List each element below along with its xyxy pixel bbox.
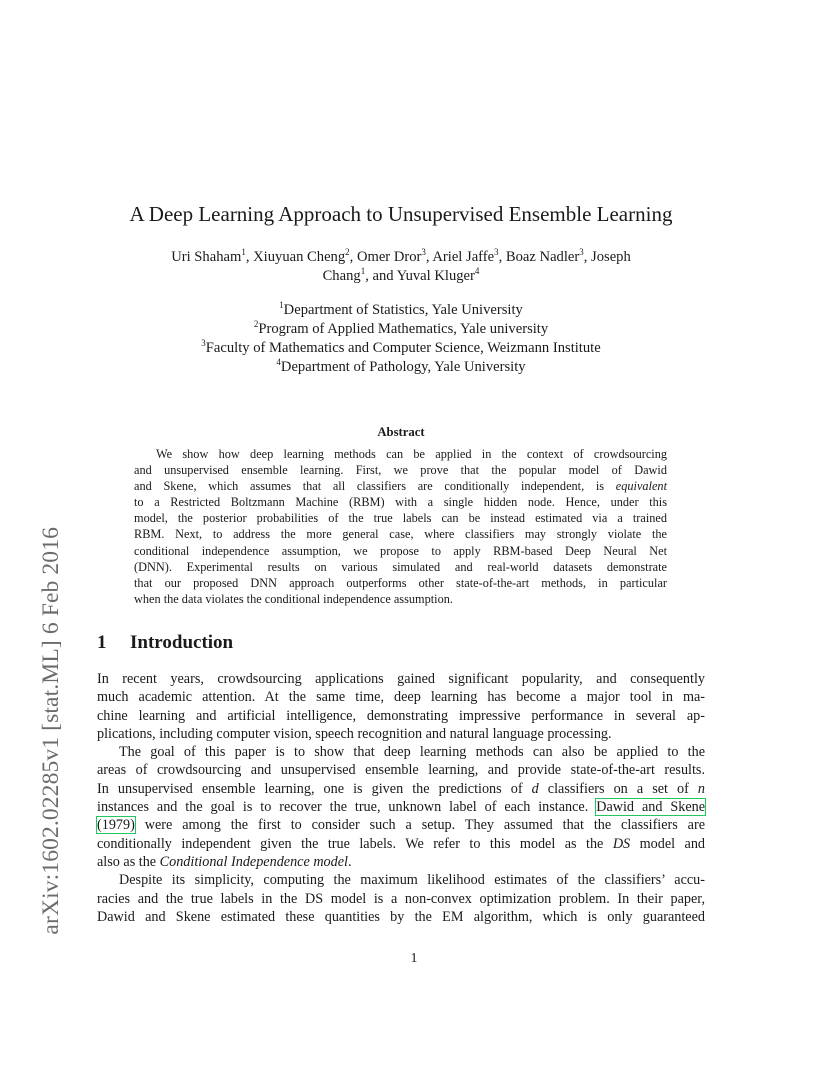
author-name: Omer Dror	[356, 249, 422, 265]
body-text	[97, 670, 705, 926]
abstract-line: and unsupervised ensemble learning. First, we prove that the popular model of Dawid	[134, 463, 667, 478]
section-heading	[97, 632, 233, 654]
arxiv-sidebar	[18, 290, 64, 935]
abstract-line: We show how deep learning methods can be applied in the context of crowdsourcing	[156, 447, 667, 461]
text-line: Dawid and Skene estimated these quantities by the EM algorithm, which is only guaranteed	[97, 908, 705, 925]
abstract-line: RBM. Next, to address the more general case, where classifiers may strongly violate the	[134, 527, 667, 542]
abstract-line: model, the posterior probabilities of the true labels can be instead estimated via a trained	[134, 511, 667, 526]
affiliation-list	[97, 301, 705, 377]
page-number: 1	[410, 951, 418, 966]
affiliation-mark: 2	[345, 247, 350, 257]
affiliation: $^4$Department of Pathology, Yale University	[276, 357, 526, 375]
text-line: also as the Conditional Independence model.	[97, 853, 352, 870]
text-line: (1979) were among the first to consider such a setup. They assumed that the classifiers are	[97, 817, 706, 834]
affiliation: $^1$Department of Statistics, Yale University	[279, 300, 523, 318]
text-line: In unsupervised ensemble learning, one is given the predictions of d classifiers on a set of n	[97, 780, 706, 797]
author-name: Uri Shaham	[171, 249, 242, 265]
abstract-text	[134, 446, 667, 607]
author-name: Xiuyuan Cheng	[253, 249, 346, 265]
text-line: chine learning and artificial intelligence, demonstrating impressive performance in several ap-	[97, 707, 705, 724]
paper-title: A Deep Learning Approach to Unsupervised Ensemble Learning	[129, 202, 673, 226]
affiliation: $^3$Faculty of Mathematics and Computer Science, Weizmann Institute	[201, 338, 601, 356]
author-name: Joseph	[591, 249, 631, 265]
affiliation-mark: 1	[360, 266, 366, 276]
affiliation-mark: 3	[579, 247, 584, 257]
text-line: Despite its simplicity, computing the maximum likelihood estimates of the classifiers’ accu-	[119, 872, 705, 889]
author-name: Boaz Nadler	[505, 249, 580, 265]
text-line: The goal of this paper is to show that deep learning methods can also be applied to the	[119, 744, 705, 761]
author-name: Chang	[322, 268, 361, 284]
author-list: Uri Shaham$^1$, Xiuyuan Cheng$^2$, Omer Dror$^3$, Ariel Jaffe$^3$, Boaz Nadler$^3$, Joseph Chang$^1$, and Yuval Kluger$^4$	[171, 247, 631, 284]
text-line: In recent years, crowdsourcing applications gained significant popularity, and consequently	[97, 671, 705, 687]
affiliation-mark: 1	[241, 247, 246, 257]
text-line: conditionally independent given the true labels. We refer to this model as the DS model and	[97, 835, 706, 852]
abstract-line: (DNN). Experimental results on various simulated and real-world datasets demonstrate	[134, 559, 667, 574]
text-line: plications, including computer vision, speech recognition and natural language processing.	[97, 725, 612, 742]
text-line: much academic attention. At the same time, deep learning has become a major tool in ma-	[97, 689, 705, 706]
abstract-line: and Skene, which assumes that all classifiers are conditionally independent, is equivalent	[134, 479, 667, 494]
section-title: Introduction	[130, 632, 234, 653]
affiliation-mark: 3	[421, 247, 426, 257]
text-line: areas of crowdsourcing and unsupervised ensemble learning, and provide state-of-the-art results.	[97, 762, 705, 779]
abstract-line: when the data violates the conditional independence assumption.	[134, 591, 453, 606]
abstract-line: conditional independence assumption, we propose to apply RBM-based Deep Neural Net	[134, 543, 667, 558]
author-name: Yuval Kluger	[396, 268, 475, 284]
section-number: 1	[97, 632, 107, 653]
abstract-line: that our proposed DNN approach outperforms other state-of-the-art methods, in particular	[134, 575, 667, 590]
text-line: instances and the goal is to recover the true, unknown label of each instance. Dawid and Skene	[97, 799, 706, 816]
author-name: Ariel Jaffe	[432, 249, 495, 265]
abstract-line: to a Restricted Boltzmann Machine (RBM) with a single hidden node. Hence, under this	[134, 495, 667, 510]
abstract-heading: Abstract	[377, 425, 425, 439]
arxiv-identifier: arXiv:1602.02285v1 [stat.ML] 6 Feb 2016	[38, 527, 64, 935]
affiliation-mark: 4	[474, 266, 480, 276]
text-line: racies and the true labels in the DS model is a non-convex optimization problem. In their paper,	[97, 890, 705, 907]
citation-link[interactable]: Dawid and Skene	[596, 799, 706, 816]
citation-year-link[interactable]: (1979)	[97, 817, 135, 834]
affiliation: $^2$Program of Applied Mathematics, Yale university	[253, 319, 549, 337]
affiliation-mark: 3	[494, 247, 499, 257]
